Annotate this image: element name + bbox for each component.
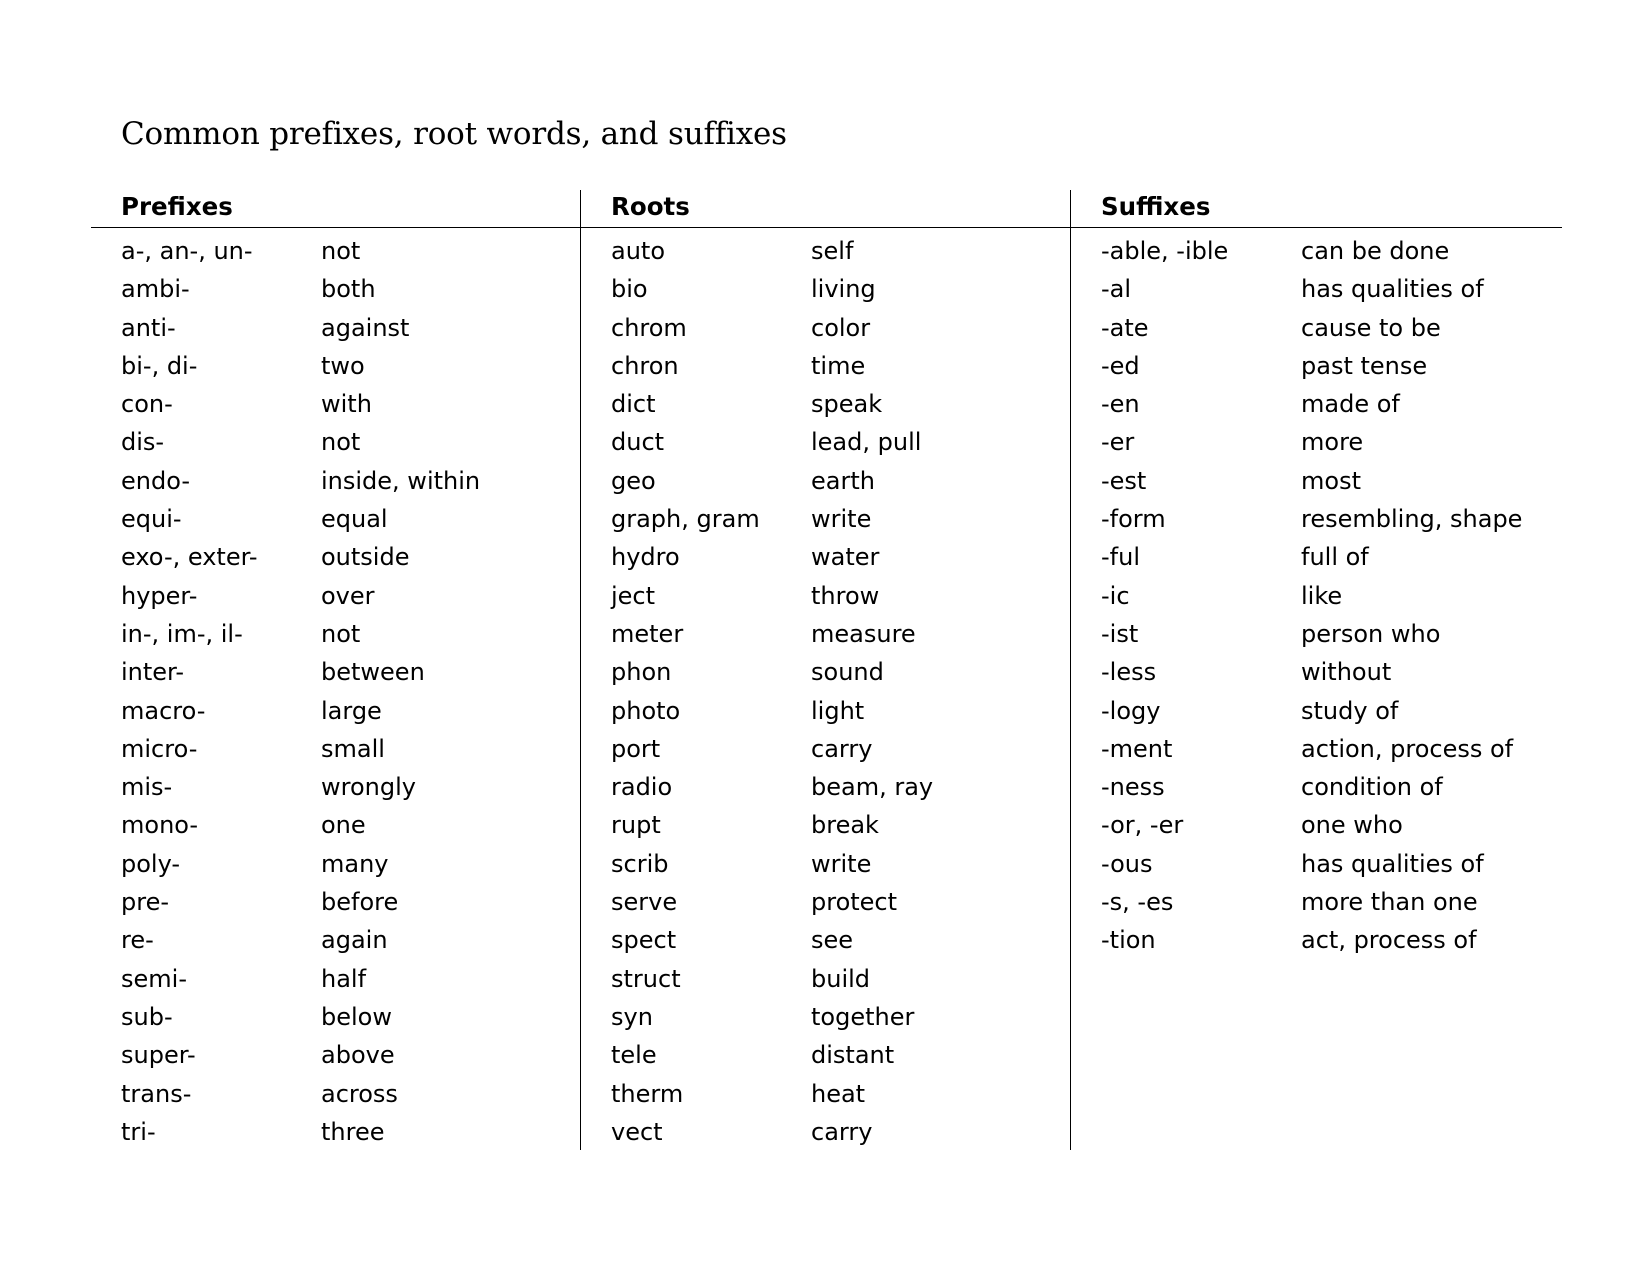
term-cell: rupt — [611, 811, 661, 840]
table-row — [611, 845, 1091, 883]
meaning-cell: without — [1301, 658, 1392, 687]
meaning-cell: many — [321, 849, 389, 878]
table-row — [121, 1113, 601, 1151]
meaning-cell: living — [811, 275, 876, 304]
table-row — [611, 232, 1091, 270]
meaning-cell: distant — [811, 1041, 895, 1070]
meaning-cell: wrongly — [321, 773, 416, 802]
term-cell: geo — [611, 466, 656, 495]
table-row — [121, 1036, 601, 1074]
term-cell: inter- — [121, 658, 185, 687]
meaning-cell: past tense — [1301, 351, 1428, 380]
table-row — [121, 538, 601, 576]
term-cell: hyper- — [121, 581, 198, 610]
suffixes-list — [1101, 232, 1581, 960]
roots-list — [611, 232, 1091, 1151]
meaning-cell: more — [1301, 428, 1364, 457]
table-row — [121, 270, 601, 308]
meaning-cell: action, process of — [1301, 734, 1514, 763]
meaning-cell: one who — [1301, 811, 1403, 840]
term-cell: port — [611, 734, 661, 763]
table-row — [1101, 768, 1581, 806]
table-row — [121, 921, 601, 959]
meaning-cell: act, process of — [1301, 926, 1477, 955]
term-cell: struct — [611, 964, 681, 993]
meaning-cell: has qualities of — [1301, 849, 1484, 878]
meaning-cell: one — [321, 811, 366, 840]
meaning-cell: together — [811, 1002, 915, 1031]
table-row — [611, 806, 1091, 844]
meaning-cell: write — [811, 505, 872, 534]
term-cell: ject — [611, 581, 656, 610]
term-cell: -ful — [1101, 543, 1140, 572]
term-cell: mono- — [121, 811, 199, 840]
table-row — [1101, 883, 1581, 921]
table-row — [611, 538, 1091, 576]
roots-section — [611, 190, 1091, 1151]
meaning-cell: small — [321, 734, 385, 763]
table-row — [611, 730, 1091, 768]
term-cell: re- — [121, 926, 154, 955]
meaning-cell: not — [321, 428, 361, 457]
table-row — [1101, 730, 1581, 768]
table-row — [611, 577, 1091, 615]
table-row — [121, 423, 601, 461]
meaning-cell: large — [321, 696, 382, 725]
meaning-cell: break — [811, 811, 879, 840]
term-cell: chron — [611, 351, 679, 380]
term-cell: -al — [1101, 275, 1132, 304]
meaning-cell: full of — [1301, 543, 1369, 572]
meaning-cell: made of — [1301, 390, 1400, 419]
meaning-cell: lead, pull — [811, 428, 922, 457]
meaning-cell: resembling, shape — [1301, 505, 1523, 534]
table-row — [611, 692, 1091, 730]
meaning-cell: again — [321, 926, 388, 955]
table-row — [121, 998, 601, 1036]
table-row — [611, 1113, 1091, 1151]
prefixes-list — [121, 232, 601, 1151]
meaning-cell: across — [321, 1079, 398, 1108]
meaning-cell: before — [321, 888, 399, 917]
meaning-cell: water — [811, 543, 880, 572]
term-cell: -ed — [1101, 351, 1140, 380]
term-cell: -ist — [1101, 619, 1139, 648]
table-row — [121, 385, 601, 423]
table-row — [121, 883, 601, 921]
meaning-cell: against — [321, 313, 410, 342]
table-row — [1101, 653, 1581, 691]
word-parts-table — [91, 190, 1562, 1150]
prefixes-section — [121, 190, 601, 1151]
meaning-cell: build — [811, 964, 871, 993]
term-cell: sub- — [121, 1002, 173, 1031]
term-cell: graph, gram — [611, 505, 760, 534]
meaning-cell: outside — [321, 543, 410, 572]
meaning-cell: both — [321, 275, 376, 304]
table-row — [121, 768, 601, 806]
table-row — [1101, 921, 1581, 959]
meaning-cell: time — [811, 351, 866, 380]
term-cell: scrib — [611, 849, 669, 878]
term-cell: poly- — [121, 849, 181, 878]
table-row — [121, 845, 601, 883]
term-cell: in-, im-, il- — [121, 619, 243, 648]
meaning-cell: throw — [811, 581, 880, 610]
table-row — [121, 347, 601, 385]
table-row — [1101, 500, 1581, 538]
table-row — [611, 347, 1091, 385]
term-cell: phon — [611, 658, 672, 687]
table-row — [1101, 806, 1581, 844]
table-row — [121, 500, 601, 538]
meaning-cell: above — [321, 1041, 395, 1070]
term-cell: -less — [1101, 658, 1157, 687]
term-cell: bi-, di- — [121, 351, 198, 380]
suffixes-section — [1101, 190, 1581, 960]
meaning-cell: beam, ray — [811, 773, 934, 802]
meaning-cell: can be done — [1301, 237, 1450, 265]
term-cell: -ate — [1101, 313, 1149, 342]
table-row — [1101, 577, 1581, 615]
meaning-cell: not — [321, 237, 361, 265]
term-cell: -ous — [1101, 849, 1153, 878]
term-cell: vect — [611, 1117, 663, 1146]
table-row — [121, 1075, 601, 1113]
meaning-cell: measure — [811, 619, 916, 648]
table-row — [1101, 462, 1581, 500]
table-row — [611, 921, 1091, 959]
table-row — [121, 806, 601, 844]
table-row — [611, 500, 1091, 538]
meaning-cell: carry — [811, 1117, 873, 1146]
term-cell: endo- — [121, 466, 190, 495]
term-cell: micro- — [121, 734, 198, 763]
meaning-cell: between — [321, 658, 425, 687]
table-row — [121, 309, 601, 347]
term-cell: dict — [611, 390, 656, 419]
table-row — [121, 232, 601, 270]
meaning-cell: condition of — [1301, 773, 1443, 802]
term-cell: -ic — [1101, 581, 1130, 610]
term-cell: auto — [611, 237, 666, 265]
term-cell: super- — [121, 1041, 196, 1070]
term-cell: -ness — [1101, 773, 1165, 802]
section-heading: Suffixes — [1101, 192, 1211, 221]
term-cell: exo-, exter- — [121, 543, 258, 572]
table-row — [121, 692, 601, 730]
table-row — [121, 615, 601, 653]
table-row — [1101, 615, 1581, 653]
term-cell: -tion — [1101, 926, 1156, 955]
meaning-cell: study of — [1301, 696, 1399, 725]
meaning-cell: like — [1301, 581, 1343, 610]
term-cell: mis- — [121, 773, 173, 802]
meaning-cell: three — [321, 1117, 385, 1146]
term-cell: macro- — [121, 696, 206, 725]
table-row — [1101, 538, 1581, 576]
meaning-cell: cause to be — [1301, 313, 1441, 342]
section-heading: Prefixes — [121, 192, 233, 221]
meaning-cell: write — [811, 849, 872, 878]
table-row — [1101, 385, 1581, 423]
page-title: Common prefixes, root words, and suffixes — [121, 116, 787, 152]
term-cell: tri- — [121, 1117, 156, 1146]
term-cell: spect — [611, 926, 677, 955]
term-cell: -est — [1101, 466, 1147, 495]
term-cell: bio — [611, 275, 648, 304]
term-cell: dis- — [121, 428, 165, 457]
meaning-cell: carry — [811, 734, 873, 763]
table-row — [1101, 692, 1581, 730]
table-row — [1101, 845, 1581, 883]
term-cell: trans- — [121, 1079, 192, 1108]
meaning-cell: more than one — [1301, 888, 1478, 917]
meaning-cell: person who — [1301, 619, 1441, 648]
table-row — [611, 998, 1091, 1036]
meaning-cell: speak — [811, 390, 883, 419]
term-cell: therm — [611, 1079, 684, 1108]
term-cell: radio — [611, 773, 673, 802]
table-row — [611, 385, 1091, 423]
table-row — [121, 653, 601, 691]
term-cell: equi- — [121, 505, 182, 534]
meaning-cell: half — [321, 964, 367, 993]
table-row — [611, 768, 1091, 806]
meaning-cell: not — [321, 619, 361, 648]
table-row — [121, 462, 601, 500]
term-cell: syn — [611, 1002, 653, 1031]
term-cell: a-, an-, un- — [121, 237, 253, 265]
meaning-cell: protect — [811, 888, 898, 917]
meaning-cell: self — [811, 237, 854, 265]
meaning-cell: below — [321, 1002, 392, 1031]
meaning-cell: has qualities of — [1301, 275, 1484, 304]
table-row — [1101, 232, 1581, 270]
meaning-cell: over — [321, 581, 375, 610]
term-cell: -logy — [1101, 696, 1161, 725]
table-row — [121, 730, 601, 768]
table-row — [1101, 347, 1581, 385]
section-heading: Roots — [611, 192, 690, 221]
term-cell: -ment — [1101, 734, 1173, 763]
table-row — [121, 577, 601, 615]
term-cell: -s, -es — [1101, 888, 1174, 917]
table-row — [611, 653, 1091, 691]
meaning-cell: light — [811, 696, 865, 725]
term-cell: -en — [1101, 390, 1140, 419]
meaning-cell: sound — [811, 658, 884, 687]
table-row — [611, 615, 1091, 653]
table-row — [1101, 270, 1581, 308]
term-cell: meter — [611, 619, 684, 648]
term-cell: anti- — [121, 313, 176, 342]
term-cell: chrom — [611, 313, 687, 342]
term-cell: semi- — [121, 964, 187, 993]
table-row — [1101, 423, 1581, 461]
table-row — [611, 309, 1091, 347]
table-row — [611, 960, 1091, 998]
meaning-cell: equal — [321, 505, 388, 534]
table-row — [611, 1036, 1091, 1074]
meaning-cell: most — [1301, 466, 1361, 495]
meaning-cell: color — [811, 313, 871, 342]
term-cell: con- — [121, 390, 173, 419]
table-row — [611, 270, 1091, 308]
term-cell: -form — [1101, 505, 1166, 534]
term-cell: -or, -er — [1101, 811, 1184, 840]
table-row — [611, 883, 1091, 921]
table-row — [121, 960, 601, 998]
term-cell: ambi- — [121, 275, 190, 304]
term-cell: duct — [611, 428, 665, 457]
table-row — [611, 462, 1091, 500]
term-cell: hydro — [611, 543, 680, 572]
term-cell: -able, -ible — [1101, 237, 1229, 265]
term-cell: photo — [611, 696, 681, 725]
term-cell: pre- — [121, 888, 169, 917]
table-row — [1101, 309, 1581, 347]
meaning-cell: see — [811, 926, 854, 955]
meaning-cell: inside, within — [321, 466, 481, 495]
term-cell: tele — [611, 1041, 657, 1070]
table-row — [611, 423, 1091, 461]
term-cell: serve — [611, 888, 678, 917]
meaning-cell: two — [321, 351, 365, 380]
table-row — [611, 1075, 1091, 1113]
term-cell: -er — [1101, 428, 1135, 457]
meaning-cell: with — [321, 390, 372, 419]
meaning-cell: heat — [811, 1079, 866, 1108]
meaning-cell: earth — [811, 466, 875, 495]
